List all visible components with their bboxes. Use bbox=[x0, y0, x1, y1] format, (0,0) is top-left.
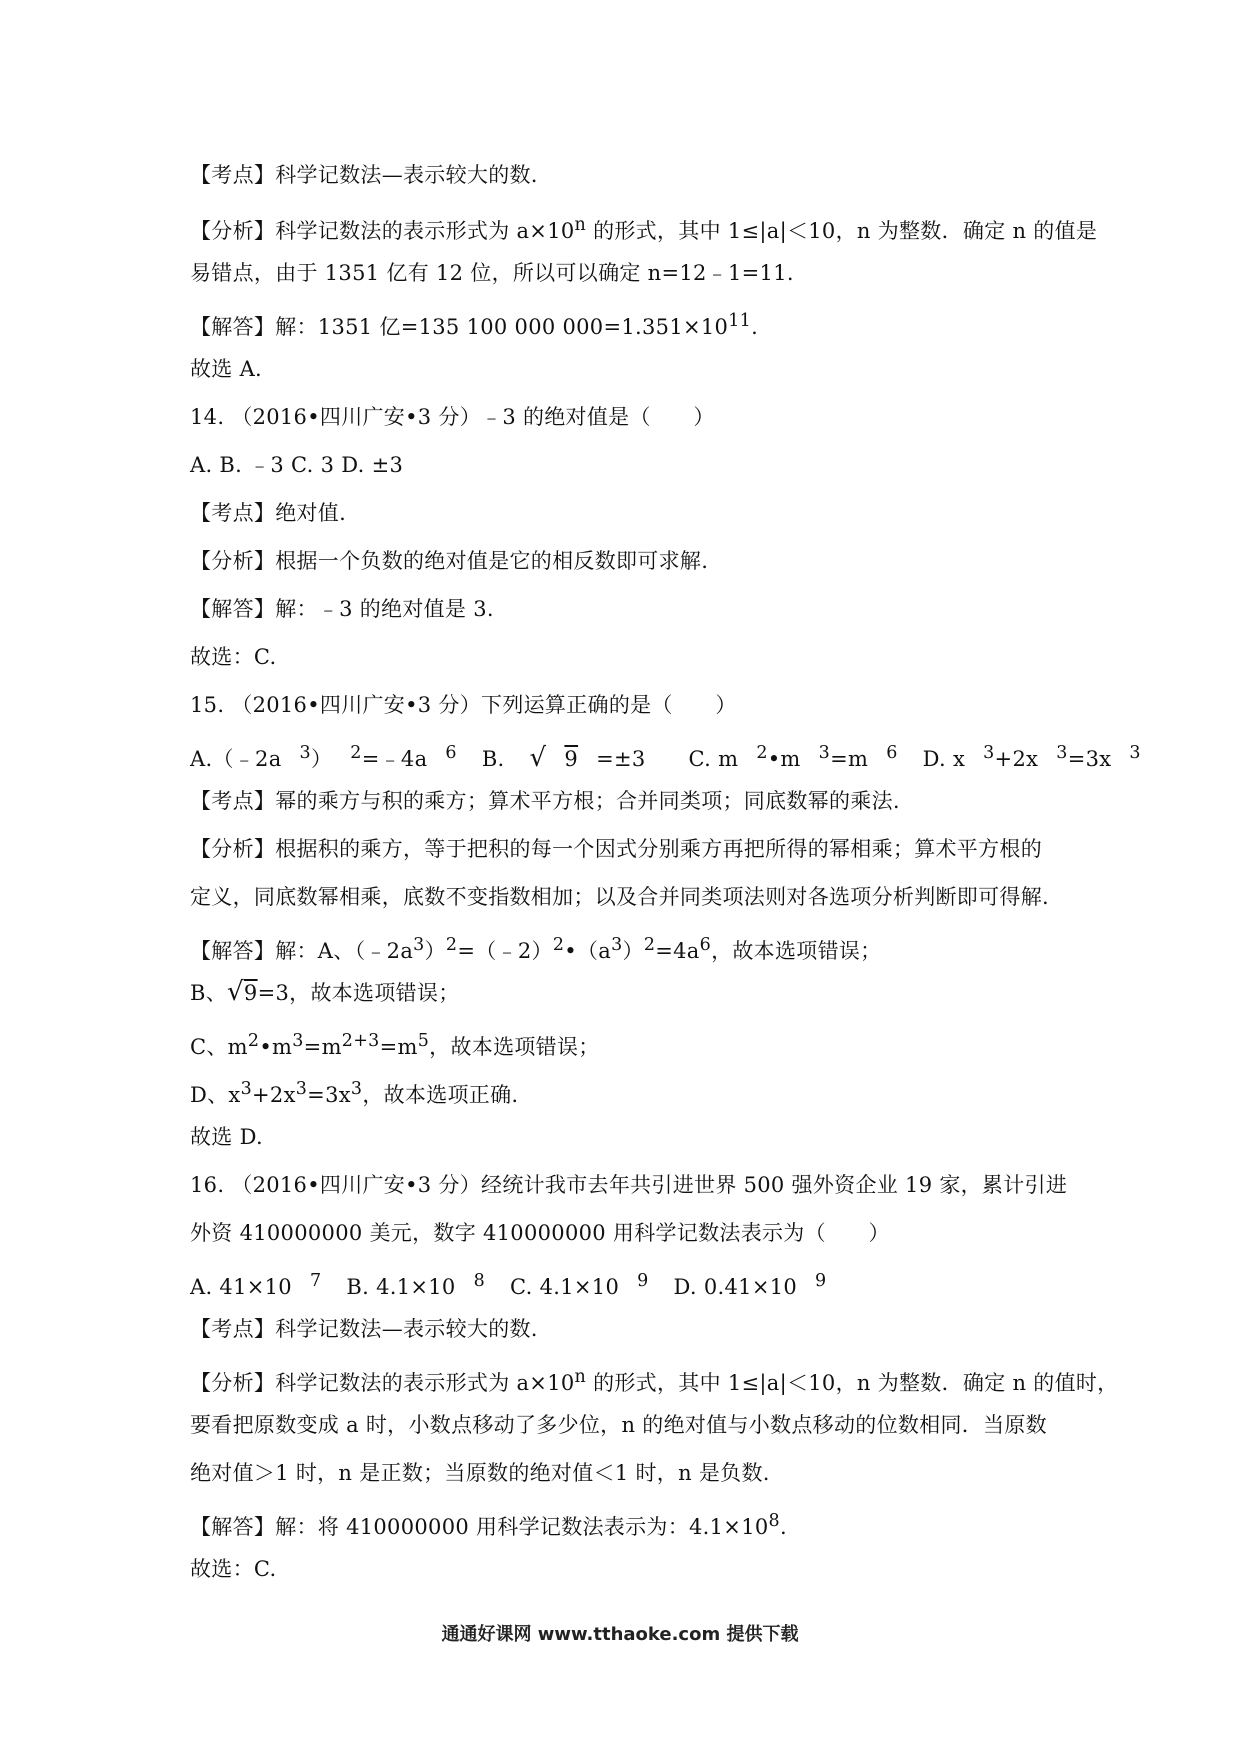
q13-kaodian: 【考点】科学记数法—表示较大的数. bbox=[190, 163, 538, 187]
q16-jieda: 【解答】解：将 410000000 用科学记数法表示为：$4.1\times 10^8$. bbox=[190, 1511, 787, 1539]
q16-fenxi-line3: 绝对值＞1 时，n 是正数；当原数的绝对值＜1 时，n 是负数. bbox=[190, 1461, 770, 1485]
q15-option-b: B. √ 9 =±3 bbox=[481, 743, 646, 773]
q14-stem: 14. （2016•四川广安•3 分）﹣3 的绝对值是（ ） bbox=[190, 405, 715, 429]
q16-stem-line1: 16. （2016•四川广安•3 分）经统计我市去年共引进世界 500 强外资企业 19 家，累计引进 bbox=[190, 1173, 1068, 1197]
q13-jieda: 【解答】解：1351 亿=135 100 000 $000=1.351\times 10^{11}$. bbox=[190, 311, 759, 339]
q15-options bbox=[190, 738, 1159, 774]
q16-option-b: B. 4.1×10 $^8$ bbox=[346, 1271, 486, 1299]
q15-option-a: A.（﹣2a $^3$） $^2$=﹣4a $^6$ bbox=[190, 743, 457, 771]
q15-option-c: C. m $^2$•m $^3$=m $^6$ bbox=[688, 743, 898, 771]
q16-option-a: A. 41×10 $^7$ bbox=[190, 1271, 322, 1299]
q16-options bbox=[190, 1266, 844, 1302]
sqrt-icon: √ bbox=[529, 743, 547, 773]
q13-guxuan: 故选 A. bbox=[190, 357, 263, 381]
q15-fenxi-line2: 定义，同底数幂相乘，底数不变指数相加；以及合并同类项法则对各选项分析判断即可得解. bbox=[190, 885, 1049, 909]
q16-guxuan: 故选：C. bbox=[190, 1557, 277, 1581]
q16-fenxi-line2: 要看把原数变成 a 时，小数点移动了多少位，n 的绝对值与小数点移动的位数相同．当原数 bbox=[190, 1413, 1047, 1437]
q15-guxuan: 故选 D. bbox=[190, 1125, 263, 1149]
q15-stem: 15. （2016•四川广安•3 分）下列运算正确的是（ ） bbox=[190, 693, 737, 717]
q15-fenxi-line1: 【分析】根据积的乘方，等于把积的每一个因式分别乘方再把所得的幂相乘；算术平方根的 bbox=[190, 837, 1042, 861]
q15-jieda-c: C、$m^2•m^3=m^{2+3}=m^5$，故本选项错误； bbox=[190, 1031, 600, 1059]
q16-kaodian: 【考点】科学记数法—表示较大的数. bbox=[190, 1317, 538, 1341]
q13-fenxi-line1: 【分析】科学记数法的表示形式为 $a\times 10^n$ 的形式，其中 1≤|a|＜10，n 为整数．确定 n 的值是 bbox=[190, 215, 1098, 243]
q16-option-d: D. 0.41×10 $^9$ bbox=[673, 1271, 827, 1299]
q15-kaodian: 【考点】幂的乘方与积的乘方；算术平方根；合并同类项；同底数幂的乘法. bbox=[190, 789, 900, 813]
q16-option-c: C. 4.1×10 $^9$ bbox=[510, 1271, 649, 1299]
q15-option-d: D. x $^3$+2x $^3$=3x $^3$ bbox=[922, 743, 1141, 771]
q14-options: A. B. ﹣3 C. 3 D. ±3 bbox=[190, 453, 404, 477]
q16-fenxi-line1: 【分析】科学记数法的表示形式为 $a\times 10^n$ 的形式，其中 1≤|a|＜10，n 为整数．确定 n 的值时， bbox=[190, 1367, 1119, 1395]
q15-jieda-a: 【解答】解：A、$(﹣2a^3)^2=(﹣2)^2•(a^3)^2=4a^6$，故本选项错误； bbox=[190, 935, 882, 963]
q14-fenxi: 【分析】根据一个负数的绝对值是它的相反数即可求解. bbox=[190, 549, 709, 573]
sqrt-icon: √ bbox=[227, 977, 244, 1007]
q14-kaodian: 【考点】绝对值. bbox=[190, 501, 347, 525]
q15-jieda-d: D、$x^3+2x^3=3x^3$，故本选项正确. bbox=[190, 1079, 519, 1107]
page-footer: 通通好课网 www.tthaoke.com 提供下载 bbox=[441, 1624, 799, 1645]
q14-guxuan: 故选：C. bbox=[190, 645, 277, 669]
q13-fenxi-line2: 易错点，由于 1351 亿有 12 位，所以可以确定 n=12﹣1=11. bbox=[190, 261, 794, 285]
q14-jieda: 【解答】解：﹣3 的绝对值是 3. bbox=[190, 597, 494, 621]
q15-jieda-b: B、√9=3，故本选项错误； bbox=[190, 977, 460, 1007]
q16-stem-line2: 外资 410000000 美元，数字 410000000 用科学记数法表示为（ ） bbox=[190, 1221, 890, 1245]
